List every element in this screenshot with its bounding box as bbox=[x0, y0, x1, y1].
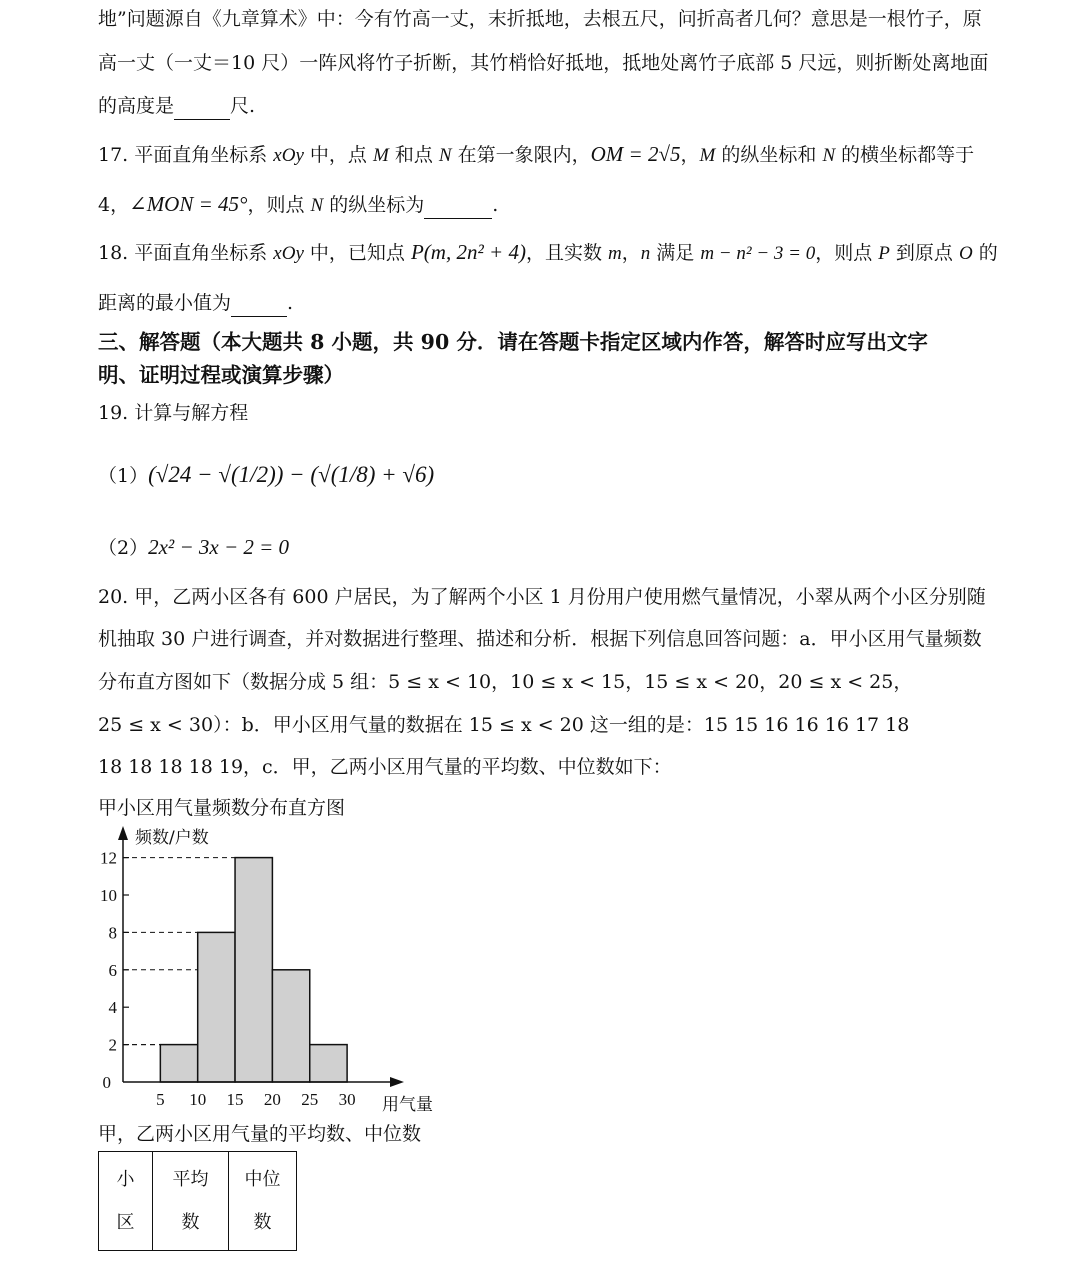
q17-text: 和点 bbox=[388, 144, 439, 166]
q16-line-2: 高一丈（一丈＝10 尺）一阵风将竹子折断，其竹梢恰好抵地，抵地处离竹子底部 5 尺远，则折断处离地面 bbox=[98, 52, 989, 74]
q18-var: xOy bbox=[273, 243, 304, 264]
q18-text: ，且实数 bbox=[525, 242, 608, 264]
q18-text: . bbox=[287, 292, 294, 314]
q17-angle: ∠MON = 45° bbox=[129, 192, 248, 216]
q17-line-1 bbox=[98, 140, 974, 167]
q18-text: ，则点 bbox=[815, 242, 879, 264]
q19-part1-expression: (√24 − √(1/2)) − (√(1/8) + √6) bbox=[148, 462, 435, 487]
x-axis-label: 用气量 bbox=[382, 1095, 433, 1115]
q18-text: 中，已知点 bbox=[303, 242, 411, 264]
q19-part1 bbox=[98, 461, 434, 488]
q18-line-1 bbox=[98, 238, 998, 265]
answer-blank[interactable] bbox=[424, 196, 492, 219]
q19-part2-label: （2） bbox=[98, 537, 149, 559]
q18-line-2 bbox=[98, 288, 293, 317]
q20-line-2: 机抽取 30 户进行调查，并对数据进行整理、描述和分析．根据下列信息回答问题：a．甲小区用气量频数 bbox=[98, 628, 982, 650]
header-text: 中位 数 bbox=[244, 1169, 281, 1233]
q17-var: N bbox=[822, 145, 836, 166]
q17-var: N bbox=[438, 145, 452, 166]
q16-unit: 尺. bbox=[230, 95, 256, 117]
q19-part1-label: （1） bbox=[98, 465, 149, 487]
q18-var: n bbox=[640, 243, 651, 264]
q18-var: O bbox=[958, 243, 973, 264]
q17-text: . bbox=[492, 194, 499, 216]
q18-var: P bbox=[878, 243, 890, 264]
q17-text: 17. 平面直角坐标系 bbox=[98, 144, 274, 166]
q20-line-4: 25 ≤ x < 30）：b．甲小区用气量的数据在 15 ≤ x < 20 这一组的是：15 15 16 16 16 17 18 bbox=[98, 714, 910, 736]
x-tick-label: 5 bbox=[156, 1090, 165, 1109]
stats-table bbox=[98, 1151, 297, 1251]
q20-line-3: 分布直方图如下（数据分成 5 组：5 ≤ x < 10，10 ≤ x < 15，15 ≤ x < 20，20 ≤ x < 25， bbox=[98, 671, 913, 693]
q16-text: 的高度是 bbox=[98, 95, 175, 117]
y-tick-label: 12 bbox=[100, 848, 117, 868]
x-axis-arrow bbox=[390, 1077, 404, 1087]
x-tick-label: 20 bbox=[263, 1090, 281, 1109]
histogram-bar bbox=[310, 1045, 347, 1082]
histogram-bar bbox=[160, 1045, 197, 1082]
q17-var: N bbox=[310, 195, 324, 216]
histogram-caption: 甲小区用气量频数分布直方图 bbox=[98, 797, 346, 819]
histogram-bar bbox=[198, 932, 235, 1082]
q17-text: 中，点 bbox=[303, 144, 373, 166]
q19-title: 19. 计算与解方程 bbox=[98, 402, 249, 424]
q18-var: m bbox=[607, 243, 622, 264]
q16-line-3 bbox=[98, 91, 255, 120]
y-axis-arrow bbox=[118, 826, 128, 840]
y-tick-label: 8 bbox=[108, 923, 117, 943]
q17-expression: OM = 2√5 bbox=[590, 142, 681, 166]
q17-text: ， bbox=[680, 144, 700, 166]
answer-blank[interactable] bbox=[174, 97, 230, 120]
y-tick-label: 4 bbox=[108, 998, 117, 1018]
answer-blank[interactable] bbox=[231, 294, 287, 317]
section-heading-cont: 明、证明过程或演算步骤） bbox=[98, 363, 344, 387]
q20-line-5: 18 18 18 18 19，c．甲，乙两小区用气量的平均数、中位数如下： bbox=[98, 756, 672, 778]
table-row bbox=[99, 1152, 297, 1251]
table-header-cell bbox=[99, 1152, 153, 1251]
q18-text: 距离的最小值为 bbox=[98, 292, 232, 314]
q18-text: 的 bbox=[972, 242, 998, 264]
header-text: 小 区 bbox=[116, 1169, 135, 1233]
header-text: 平均 数 bbox=[172, 1169, 209, 1233]
q18-text: ， bbox=[621, 242, 641, 264]
y-tick-label: 6 bbox=[108, 960, 117, 980]
table-header-cell bbox=[153, 1152, 229, 1251]
q17-text: 的纵坐标为 bbox=[323, 194, 425, 216]
q18-point: P(m, 2n² + 4) bbox=[410, 240, 526, 264]
q17-var: xOy bbox=[273, 145, 304, 166]
q17-text: 的纵坐标和 bbox=[715, 144, 823, 166]
x-tick-label: 25 bbox=[301, 1090, 319, 1109]
x-tick-label: 30 bbox=[338, 1090, 356, 1109]
histogram-bar bbox=[235, 858, 272, 1082]
x-tick-label: 10 bbox=[189, 1090, 207, 1109]
q18-equation: m − n² − 3 = 0 bbox=[700, 243, 816, 264]
origin-label: 0 bbox=[102, 1073, 111, 1092]
table-header-cell bbox=[229, 1152, 297, 1251]
q17-text: ，则点 bbox=[247, 194, 311, 216]
q20-line-1: 20. 甲，乙两小区各有 600 户居民，为了解两个小区 1 月份用户使用燃气量情况，小翠从两个小区分别随 bbox=[98, 586, 986, 608]
q19-part2-expression: 2x² − 3x − 2 = 0 bbox=[148, 535, 290, 559]
section-heading: 三、解答题（本大题共 8 小题，共 90 分．请在答题卡指定区域内作答，解答时应写出文字 bbox=[98, 330, 928, 354]
q17-var: M bbox=[699, 145, 716, 166]
y-tick-label: 10 bbox=[100, 886, 117, 905]
q18-text: 到原点 bbox=[889, 242, 959, 264]
q16-line-1: 地”问题源自《九章算术》中：今有竹高一丈，末折抵地，去根五尺，问折高者几何？意思是一根竹子，原 bbox=[98, 8, 982, 30]
q18-text: 满足 bbox=[650, 242, 701, 264]
q17-text: 的横坐标都等于 bbox=[835, 144, 975, 166]
y-axis-label: 频数/户数 bbox=[135, 828, 209, 848]
table-caption: 甲，乙两小区用气量的平均数、中位数 bbox=[98, 1123, 422, 1145]
q17-line-2 bbox=[98, 190, 498, 219]
q17-var: M bbox=[372, 145, 389, 166]
y-tick-label: 2 bbox=[108, 1035, 117, 1055]
x-tick-label: 15 bbox=[226, 1090, 244, 1109]
q17-text: 在第一象限内， bbox=[451, 144, 591, 166]
q19-part2 bbox=[98, 533, 289, 560]
q18-text: 18. 平面直角坐标系 bbox=[98, 242, 274, 264]
histogram-chart bbox=[90, 820, 470, 1120]
q17-text: 4， bbox=[98, 194, 130, 216]
histogram-bar bbox=[272, 970, 309, 1082]
